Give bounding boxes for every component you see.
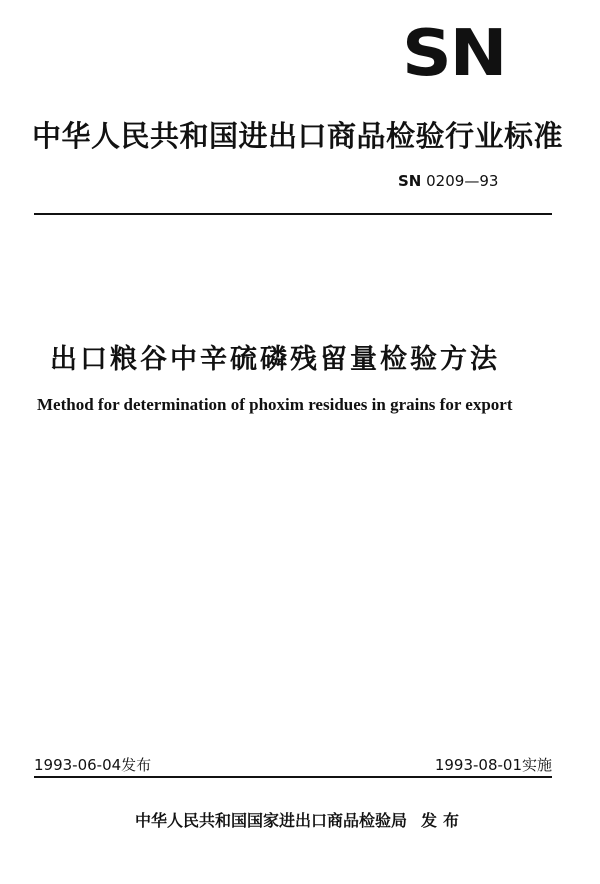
standard-category-heading: 中华人民共和国进出口商品检验行业标准 (32, 119, 564, 153)
top-divider (34, 213, 552, 215)
sn-logo: SN (402, 17, 506, 91)
publisher-action: 发布 (421, 811, 466, 830)
bottom-divider (34, 776, 552, 778)
document-title-chinese: 出口粮谷中辛硫磷残留量检验方法 (50, 344, 500, 375)
implementation-date: 1993-08-01实施 (434, 756, 552, 774)
publisher-line (0, 808, 600, 831)
document-title-english: Method for determination of phoxim residues in grains for export (37, 395, 513, 414)
standard-prefix: SN (398, 172, 422, 190)
standard-number (398, 172, 498, 190)
standard-number-value: 0209—93 (426, 172, 499, 190)
issue-date: 1993-06-04发布 (34, 756, 152, 774)
publisher-name: 中华人民共和国国家进出口商品检验局 (134, 811, 407, 830)
